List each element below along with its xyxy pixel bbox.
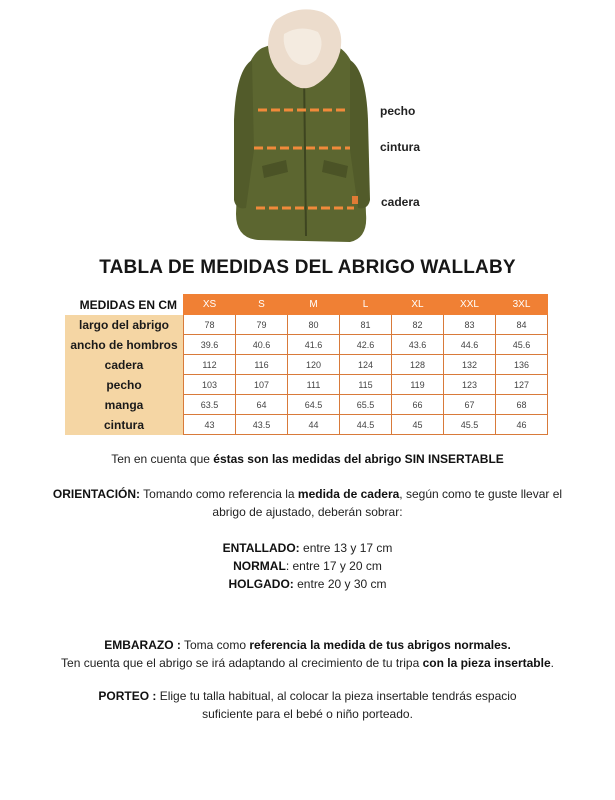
orientation-bold: medida de cadera [297,487,400,501]
product-illustration [0,0,615,252]
table-cell: 45 [392,415,444,435]
table-cell: 124 [340,355,392,375]
table-cell: 116 [236,355,288,375]
embarazo-text: Toma como [180,638,250,652]
table-cell: 46 [496,415,548,435]
table-cell: 63.5 [184,395,236,415]
size-header: M [288,295,340,315]
note-bold: éstas son las medidas del abrigo SIN INSERTABLE [213,452,504,466]
embarazo-text-2: Ten cuenta que el abrigo se irá adaptando al crecimiento de tu tripa [61,656,423,670]
orientation-text: Tomando como referencia la [140,487,298,501]
table-cell: 40.6 [236,335,288,355]
note-text: Ten en cuenta que [111,452,214,466]
table-cell: 120 [288,355,340,375]
fit-holgado [0,575,615,593]
table-cell: 107 [236,375,288,395]
fit-entallado [0,539,615,557]
table-cell: 45.5 [444,415,496,435]
table-cell: 64.5 [288,395,340,415]
embarazo-bold: referencia la medida de tus abrigos normales. [249,638,511,652]
row-label: manga [65,395,184,415]
table-cell: 39.6 [184,335,236,355]
embarazo-end: . [550,656,554,670]
page-title: TABLA DE MEDIDAS DEL ABRIGO WALLABY [99,257,516,278]
table-cell: 44.6 [444,335,496,355]
table-row [65,315,548,335]
table-cell: 136 [496,355,548,375]
table-cell: 128 [392,355,444,375]
table-row [65,415,548,435]
table-cell: 43.6 [392,335,444,355]
orientation-text-end: , según como te guste llevar el [399,487,563,501]
fit-label: HOLGADO: [228,577,294,591]
table-cell: 44 [288,415,340,435]
table-cell: 67 [444,395,496,415]
table-cell: 41.6 [288,335,340,355]
row-label: pecho [65,375,184,395]
table-cell: 103 [184,375,236,395]
orientation-line-1 [0,485,615,503]
table-cell: 82 [392,315,444,335]
table-row [65,335,548,355]
table-header-row [65,295,548,315]
size-header: XS [184,295,236,315]
table-cell: 81 [340,315,392,335]
fit-normal [0,557,615,575]
table-cell: 112 [184,355,236,375]
size-header: XL [392,295,444,315]
table-cell: 78 [184,315,236,335]
row-label: largo del abrigo [65,315,184,335]
fit-label: NORMAL [233,559,286,573]
table-cell: 84 [496,315,548,335]
fit-range: entre 13 y 17 cm [299,541,393,555]
table-cell: 64 [236,395,288,415]
fit-range: : entre 17 y 20 cm [285,559,382,573]
size-table [65,294,548,435]
embarazo-label: EMBARAZO : [104,638,181,652]
table-corner-label: MEDIDAS EN CM [79,297,177,312]
embarazo-line-2 [0,654,615,672]
label-pecho: pecho [380,104,416,118]
table-cell: 42.6 [340,335,392,355]
table-row [65,375,548,395]
porteo-text: Elige tu talla habitual, al colocar la pieza insertable tendrás espacio [156,689,517,703]
fit-range: entre 20 y 30 cm [293,577,387,591]
embarazo-line-1 [0,636,615,654]
table-cell: 115 [340,375,392,395]
table-cell: 83 [444,315,496,335]
table-row [65,355,548,375]
table-cell: 44.5 [340,415,392,435]
table-cell: 123 [444,375,496,395]
row-label: cadera [65,355,184,375]
row-label: cintura [65,415,184,435]
table-cell: 66 [392,395,444,415]
table-cell: 132 [444,355,496,375]
row-label: ancho de hombros [65,335,184,355]
table-cell: 127 [496,375,548,395]
note-line [0,450,615,468]
orientation-line-2: abrigo de ajustado, deberán sobrar: [212,505,403,519]
label-cadera: cadera [381,195,420,209]
size-header: XXL [444,295,496,315]
orientation-label: ORIENTACIÓN: [52,487,141,501]
table-cell: 80 [288,315,340,335]
porteo-label: PORTEO : [98,689,157,703]
embarazo-bold-2: con la pieza insertable [422,656,551,670]
size-header: S [236,295,288,315]
size-header: 3XL [496,295,548,315]
table-cell: 111 [288,375,340,395]
table-row [65,395,548,415]
table-cell: 65.5 [340,395,392,415]
table-cell: 79 [236,315,288,335]
label-cintura: cintura [380,140,421,154]
coat-image [0,0,615,252]
table-cell: 43 [184,415,236,435]
table-cell: 45.6 [496,335,548,355]
porteo-line-2: suficiente para el bebé o niño porteado. [202,707,413,721]
size-header: L [340,295,392,315]
table-cell: 68 [496,395,548,415]
table-cell: 43.5 [236,415,288,435]
porteo-line-1 [0,687,615,705]
table-cell: 119 [392,375,444,395]
fit-label: ENTALLADO: [222,541,300,555]
